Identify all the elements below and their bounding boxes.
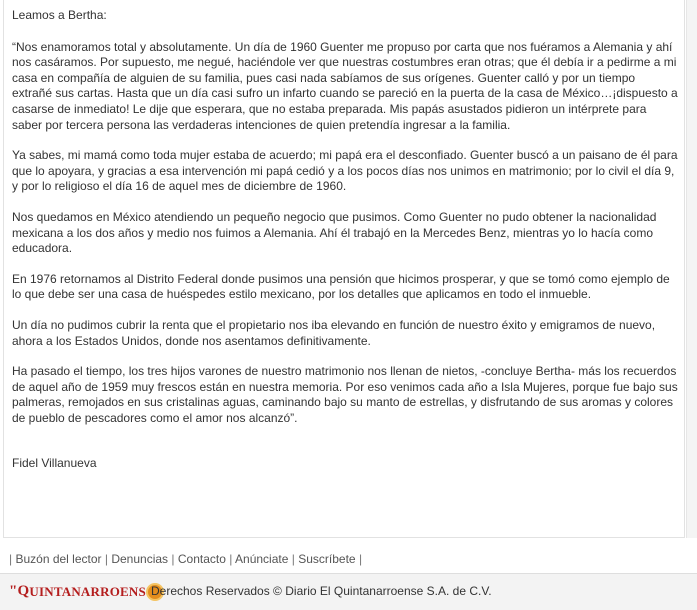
footer-separator: | (291, 552, 295, 566)
logo-text: UINTANARROENS (29, 583, 146, 599)
article-paragraph-4: En 1976 retornamos al Distrito Federal donde pusimos una pensión que hicimos prosperar, y que se tomó como ejemplo de lo que debe ser una casa de huéspedes estilo mexicano, por los detalles que aplicamos en todo el inmueble. (12, 271, 670, 302)
footer-bar (0, 573, 697, 610)
footer-link-buzon[interactable]: Buzón del lector (15, 552, 102, 566)
footer-link-anunciate[interactable]: Anúnciate (235, 552, 289, 566)
article-paragraph-6: Ha pasado el tiempo, los tres hijos varones de nuestro matrimonio nos llenan de nietos, -concluye Bertha- más los recuerdos de aquel año de 1959 muy frescos están en nuestra memoria. Por eso venimos cada año a Isla Mujeres, porque fue bajo sus palmeras, remojados en sus cristalinas aguas, caminando bajo su manto de estrellas, y disfrutando de sus aromas y colores de pueblo de pescadores como el amor nos alcanzó”. (12, 364, 678, 425)
footer-nav (9, 552, 362, 566)
footer-separator: | (171, 552, 175, 566)
article-signature: Fidel Villanueva (12, 456, 97, 471)
footer-separator: | (358, 552, 363, 566)
footer-link-suscribete[interactable]: Suscríbete (298, 552, 356, 566)
article-paragraph-3: Nos quedamos en México atendiendo un pequeño negocio que pusimos. Como Guenter no pudo obtener la nacionalidad mexicana a los dos años y medio nos fuimos a Alemania. Ahí él trabajó en la Mercedes Benz, mientras yo lo hacía como educadora. (12, 209, 657, 256)
article-paragraph-5: Un día no pudimos cubrir la renta que el propietario nos iba elevando en función de nuestro éxito y emigramos de nuevo, ahora a los Estados Unidos, donde nos asentamos definitivamente. (12, 317, 656, 348)
article-paragraph-1: “Nos enamoramos total y absolutamente. Un día de 1960 Guenter me propuso por carta que nos fuéramos a Alemania y ahí nos casáramos. Por supuesto, me negué, haciéndole ver que nuestras costumbres eran otras; que él debía ir a pedirme a mi casa en compañía de alguien de su familia, pues casi nada sabíamos de sus orígenes. Guenter calló y por un tiempo extrañé sus cartas. Hasta que un día casi sufro un infarto cuando se pareció en la puerta de la casa de México…¡dispuesto a casarse de inmediato! Le dije que esperara, que no estaba preparada. Mis papás asustados pidieron un intérprete para saber por tercera persona las verdaderas intenciones de quien pretendía ingresar a la familia. (12, 39, 678, 132)
footer-separator: | (9, 552, 13, 566)
footer-link-denuncias[interactable]: Denuncias (111, 552, 169, 566)
footer-separator: | (229, 552, 233, 566)
logo-initial: "Q (9, 583, 30, 599)
article-greeting: Leamos a Bertha: (12, 8, 107, 22)
article-panel (3, 0, 685, 538)
footer-separator: | (104, 552, 108, 566)
article-paragraph-2: Ya sabes, mi mamá como toda mujer estaba de acuerdo; mi papá era el desconfiado. Guenter buscó a un paisano de él para que lo apoyara, y gracias a esa intervención mi papá cedió y a los pocos días nos unimos en matrimonio; por lo civil el día 9, y por lo religioso el día 16 de aquel mes de diciembre de 1960. (12, 148, 678, 194)
copyright-text: Derechos Reservados © Diario El Quintanarroense S.A. de C.V. (151, 584, 492, 598)
right-scroll-strip (686, 0, 697, 538)
article-content (12, 8, 678, 487)
site-logo[interactable] (9, 583, 162, 600)
footer-link-contacto[interactable]: Contacto (177, 552, 226, 566)
